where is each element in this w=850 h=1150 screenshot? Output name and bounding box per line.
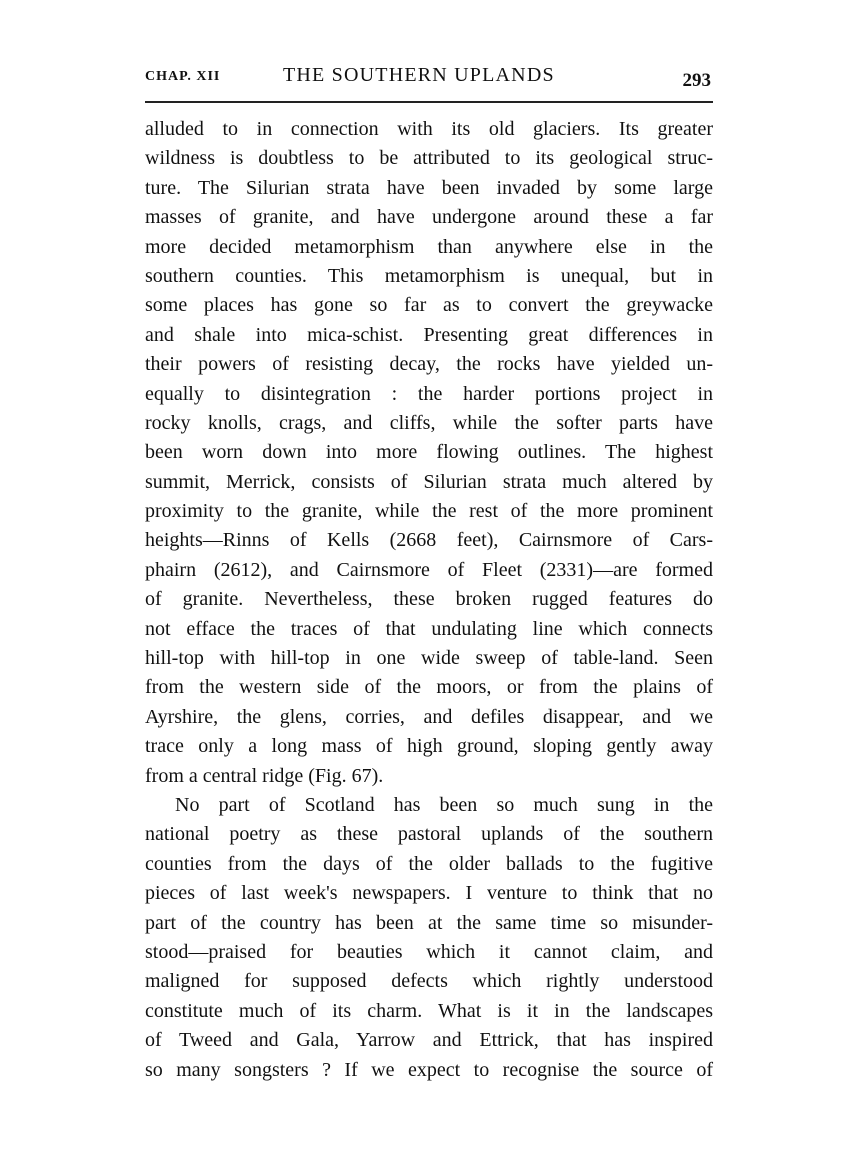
text-line: of Tweed and Gala, Yarrow and Ettrick, that has inspired [145, 1029, 713, 1052]
text-line: rocky knolls, crags, and cliffs, while the softer parts have [145, 411, 713, 434]
text-line: constitute much of its charm. What is it in the landscapes [145, 999, 713, 1022]
text-line: hill-top with hill-top in one wide sweep of table-land. Seen [145, 647, 713, 670]
text-line: ture. The Silurian strata have been invaded by some large [145, 176, 713, 199]
text-line: summit, Merrick, consists of Silurian strata much altered by [145, 470, 713, 493]
text-line: not efface the traces of that undulating line which connects [145, 617, 713, 640]
text-line: from the western side of the moors, or from the plains of [145, 676, 713, 699]
text-line: equally to disintegration : the harder portions project in [145, 382, 713, 405]
text-line: proximity to the granite, while the rest of the more prominent [145, 500, 713, 523]
text-line: been worn down into more flowing outlines. The highest [145, 441, 713, 464]
text-line: national poetry as these pastoral uplands of the southern [145, 823, 713, 846]
text-line: alluded to in connection with its old glaciers. Its greater [145, 118, 713, 140]
text-line: part of the country has been at the same time so misunder- [145, 911, 713, 934]
text-line: pieces of last week's newspapers. I venture to think that no [145, 882, 713, 905]
text-line: their powers of resisting decay, the rocks have yielded un- [145, 353, 713, 376]
text-line: of granite. Nevertheless, these broken rugged features do [145, 588, 713, 611]
text-line: stood—praised for beauties which it cannot claim, and [145, 940, 713, 963]
running-head [145, 62, 713, 92]
text-line: heights—Rinns of Kells (2668 feet), Cairnsmore of Cars- [145, 529, 713, 552]
text-line: maligned for supposed defects which rightly understood [145, 970, 713, 993]
text-line: some places has gone so far as to convert the greywacke [145, 294, 713, 317]
chapter-label: CHAP. XII [145, 69, 221, 84]
text-line: trace only a long mass of high ground, sloping gently away [145, 735, 713, 758]
text-line: No part of Scotland has been so much sung in the [175, 793, 713, 816]
text-line: Ayrshire, the glens, corries, and defiles disappear, and we [145, 705, 713, 728]
text-line: masses of granite, and have undergone around these a far [145, 206, 713, 229]
text-line: and shale into mica-schist. Presenting great differences in [145, 323, 713, 346]
text-line: southern counties. This metamorphism is unequal, but in [145, 264, 713, 287]
body-text [145, 115, 713, 1085]
text-line: more decided metamorphism than anywhere else in the [145, 235, 713, 258]
text-line: phairn (2612), and Cairnsmore of Fleet (2331)—are formed [145, 558, 713, 581]
header-rule [145, 101, 713, 103]
running-title: THE SOUTHERN UPLANDS [283, 64, 555, 86]
paragraph-1 [145, 115, 713, 791]
text-line: so many songsters ? If we expect to recognise the source of [145, 1058, 713, 1081]
paragraph-2 [145, 791, 713, 1085]
text-line: wildness is doubtless to be attributed to its geological struc- [145, 147, 713, 170]
text-line: counties from the days of the older ballads to the fugitive [145, 852, 713, 875]
page-number: 293 [682, 70, 711, 91]
text-line: from a central ridge (Fig. 67). [145, 764, 384, 787]
